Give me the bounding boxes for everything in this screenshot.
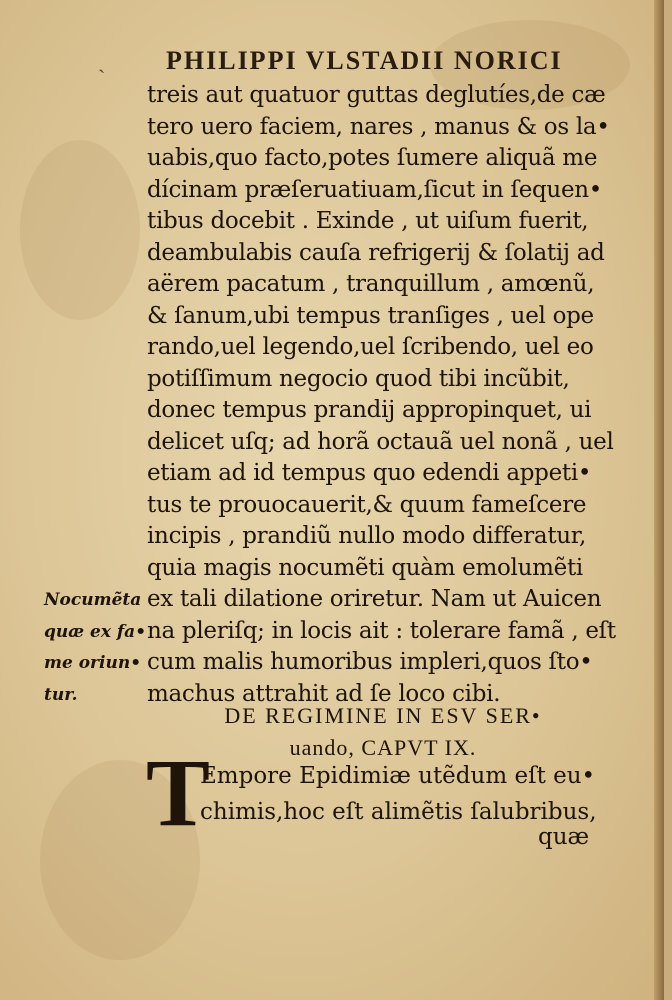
paper-stain [20, 140, 140, 320]
text-line: uabis,quo facto,potes ſumere aliquã me [147, 145, 598, 171]
drop-capital: T [146, 739, 211, 846]
marginal-note-line: Nocumẽta [44, 590, 142, 610]
text-line: potiſſimum negocio quod tibi incũbit, [147, 365, 570, 392]
text-line: tibus docebit . Exinde , ut uiſum fuerit, [147, 208, 589, 234]
text-line: delicet uſq; ad horã octauã uel nonã , uel [147, 428, 614, 455]
text-line: tus te prouocauerit,& quum fameſcere [147, 491, 587, 518]
catchword: quæ [538, 824, 590, 850]
text-line: cum malis humoribus impleri,quos ſto• [147, 649, 593, 675]
text-line: quia magis nocumẽti quàm emolumẽti [147, 554, 583, 581]
text-line: machus attrahit ad ſe loco cibi. [147, 680, 501, 707]
text-line: dícinam præſeruatiuam,ſicut in ſequen• [147, 176, 603, 203]
text-line: & ſanum,ubi tempus tranſiges , uel ope [147, 302, 594, 329]
text-line: etiam ad id tempus quo edendi appeti• [147, 460, 592, 486]
marginal-note-line: quæ ex fa• [44, 621, 147, 642]
chapter-text [200, 758, 597, 830]
marginal-note [44, 585, 146, 711]
chapter-text-line: Empore Epidimiæ utẽdum eſt eu• [200, 763, 596, 789]
running-head: PHILIPPI VLSTADII NORICI [166, 46, 563, 75]
chapter-heading [148, 700, 618, 764]
text-line: ex tali dilatione oriretur. Nam ut Auicen [147, 586, 602, 612]
binding-mark: ˎ [98, 49, 106, 74]
text-line: deambulabis cauſa refrigerij & ſolatij ad [147, 239, 605, 266]
text-line: donec tempus prandij appropinquet, ui [147, 397, 592, 423]
text-line: treis aut quatuor guttas deglutíes,de cæ [147, 82, 606, 108]
marginal-note-line: tur. [44, 684, 78, 705]
text-line: tero uero faciem, nares , manus & os la• [147, 113, 610, 140]
marginal-note-line: me oriun• [44, 653, 142, 673]
text-line: rando,uel legendo,uel ſcribendo, uel eo [147, 334, 594, 360]
text-line: incipis , prandiũ nullo modo differatur, [147, 523, 586, 549]
chapter-heading-line2: uando, CAPVT IX. [289, 735, 477, 760]
chapter-text-line: chimis,hoc eſt alimẽtis ſalubribus, [200, 799, 597, 825]
chapter-heading-line1: DE REGIMINE IN ESV SER• [224, 703, 542, 728]
text-line: na pleriſq; in locis ait : tolerare famã , eſt [147, 617, 616, 644]
text-line: aërem pacatum , tranquillum , amœnũ, [147, 271, 595, 297]
body-text [147, 80, 617, 710]
